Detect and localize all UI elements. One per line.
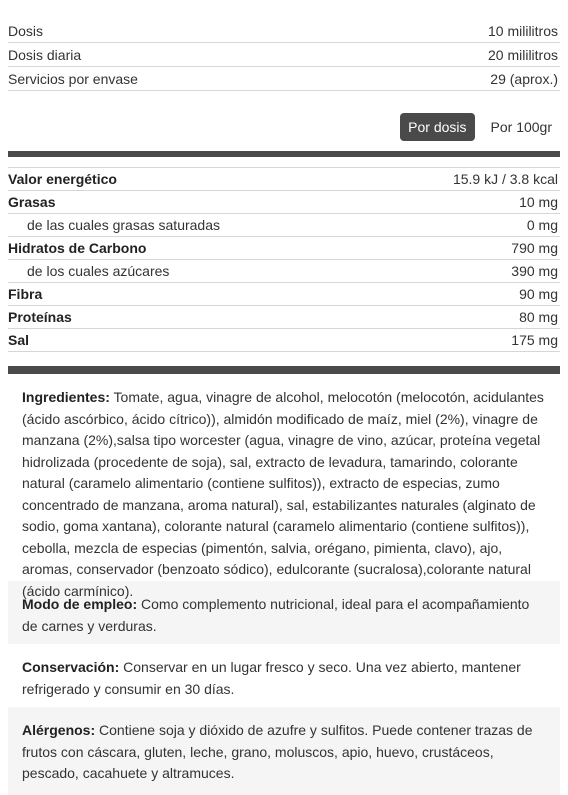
serving-label: Dosis diaria [8,46,82,63]
serving-row [8,67,560,91]
nutrient-label: Valor energético [8,171,117,187]
nutrient-label: Fibra [8,286,43,302]
nutrition-row [8,167,560,191]
serving-label: Dosis [8,22,44,39]
usage-title: Modo de empleo: [22,596,138,612]
nutrient-value: 0 mg [526,217,558,233]
nutrient-label: Hidratos de Carbono [8,240,147,256]
nutrition-row [8,283,560,306]
serving-info [8,19,560,91]
tab-per-100g[interactable]: Por 100gr [490,119,552,135]
allergens-title: Alérgenos: [22,722,96,738]
nutrition-row [8,306,560,329]
nutrient-label: Grasas [8,194,56,210]
nutrition-row [8,329,560,352]
ingredients-title: Ingredientes: [22,389,110,405]
nutrition-row [8,260,560,283]
ingredients-section [8,374,560,599]
storage-text: Conservar en un lugar fresco y seco. Una vez abierto, mantener refrigerado y consumir en 30 días. [22,659,521,697]
serving-value: 10 mililitros [487,22,558,39]
nutrition-table [8,151,560,352]
nutrient-value: 175 mg [511,332,558,348]
usage-text: Como complemento nutricional, ideal para el acompañamiento de carnes y verduras. [22,596,530,634]
serving-row [8,19,560,43]
product-info-box [8,366,560,781]
nutrition-row [8,237,560,260]
nutrient-value: 390 mg [511,263,558,279]
nutrient-value: 80 mg [519,309,558,325]
serving-value: 29 (aprox.) [490,70,558,87]
storage-title: Conservación: [22,659,120,675]
tab-per-dose[interactable]: Por dosis [400,113,474,141]
nutrient-label: de los cuales azúcares [27,263,170,279]
nutrient-label: Proteínas [8,309,72,325]
nutrient-value: 15.9 kJ / 3.8 kcal [452,171,558,187]
allergens-text: Contiene soja y dióxido de azufre y sulfitos. Puede contener trazas de frutos con cáscara, gluten, leche, grano, moluscos, apio, huevo, crustáceos, pescado, cacahuete y altramuces. [22,722,533,781]
nutrition-tabs [400,113,560,141]
nutrient-label: de las cuales grasas saturadas [27,217,220,233]
storage-section [8,644,560,707]
nutrition-row [8,191,560,214]
nutrient-value: 790 mg [511,240,558,256]
serving-row [8,43,560,67]
serving-value: 20 mililitros [487,46,558,63]
nutrient-value: 90 mg [519,286,558,302]
nutrition-row [8,214,560,237]
nutrient-value: 10 mg [519,194,558,210]
allergens-section [8,707,560,795]
ingredients-text: Tomate, agua, vinagre de alcohol, melocotón (melocotón, acidulantes (ácido ascórbico, ácido cítrico)), almidón modificado de maíz, miel (2%), vinagre de manzana (2%),salsa tipo worcester (agua, vinagre de vino, azúcar, proteína vegetal hidrolizada (procedente de soja), sal, extracto de levadura, tamarindo, colorante natural (caramelo alimentario (contiene sulfitos)), extracto de especias, zumo concentrado de manzana, aroma natural), sal, estabilizantes naturales (alginato de sodio, goma xantana), colorante natural (caramelo alimentario (contiene sulfitos)), cebolla, mezcla de especias (pimentón, salvia, orégano, pimienta, clavo), ajo, aromas, conservador (benzoato sódico), edulcorante (sucralosa),colorante natural (ácido carmínico). [22,389,544,599]
serving-label: Servicios por envase [8,70,138,87]
nutrient-label: Sal [8,332,30,348]
